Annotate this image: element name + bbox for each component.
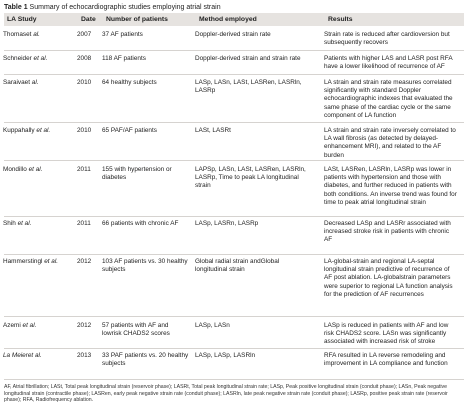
- patients-cell: 66 patients with chronic AF: [102, 220, 179, 227]
- patients-cell: 65 PAF/AF patients: [102, 127, 157, 134]
- study-etal: al.: [30, 79, 39, 86]
- results-cell: Patients with higher LAS and LASR post RFA have a lower likelihood of recurrence of AF: [324, 55, 453, 71]
- study-cell: [3, 166, 73, 174]
- patients-cell: 155 with hypertension or diabetes: [102, 166, 172, 182]
- row-divider: [4, 160, 464, 161]
- method-cell: Doppler-derived strain rate: [195, 31, 271, 38]
- study-etal: al.: [31, 31, 40, 38]
- study-cell: [3, 127, 73, 135]
- study-author: Mondillo: [3, 166, 27, 173]
- table-caption-text: Summary of echocardiographic studies employing atrial strain: [27, 4, 221, 11]
- study-etal: al.: [33, 352, 42, 359]
- date-cell: 2011: [77, 220, 91, 227]
- method-cell: LASp, LASn: [195, 322, 230, 329]
- row-divider: [4, 348, 464, 349]
- results-cell: LA strain and strain rate measures correlated significantly with standard Doppler echocardiographic indexes that evaluated the same phase of the cardiac cycle or the same component of LA function: [324, 79, 453, 119]
- date-cell: 2008: [77, 55, 92, 62]
- date-cell: 2013: [77, 352, 92, 359]
- study-etal: et al.: [34, 127, 51, 134]
- header-method-employed: Method employed: [199, 16, 257, 23]
- results-cell: Decreased LASp and LASRr associated with increased stroke risk in patients with chronic AF: [324, 220, 451, 244]
- method-cell: LASp, LASRn, LASRp: [195, 220, 259, 227]
- study-cell: [3, 322, 73, 330]
- study-author: Schneider: [3, 55, 32, 62]
- table-footnote: AF, Atrial fibrillation; LASt, Total peak longitudinal strain (reservoir phase); LASRt, Total peak longitudinal strain rate; LASp, Peak positive longitudinal strain (conduit phase); LASn, Peak negative longitudinal strain (contractile phase); LASRen, early peak negative strain rate (conduit phase); LASRln, late peak negative strain rate (conduit phase); LASRp, positive peak strain rate (reservoir phase); RFA, Radiofrequency ablation.: [4, 384, 448, 404]
- study-cell: [3, 220, 73, 228]
- row-divider: [4, 122, 464, 123]
- study-etal: et al.: [20, 322, 37, 329]
- study-cell: [3, 258, 73, 266]
- row-divider: [4, 216, 464, 217]
- date-cell: 2010: [77, 127, 92, 134]
- study-author: Hammerstingl: [3, 258, 43, 265]
- results-cell: LASp is reduced in patients with AF and low risk CHADS2 score. LASn was significantly associated with increased risk of stroke: [324, 322, 449, 346]
- date-cell: 2010: [77, 79, 92, 86]
- study-cell: [3, 31, 73, 39]
- results-cell: LA-global-strain and regional LA-septal longitudinal strain predictive of recurrence of AF post ablation. LA-globalstrain parameters were superior to regional LA function analysis for the prediction of AF recurrences: [324, 258, 453, 298]
- date-cell: 2011: [77, 166, 91, 173]
- row-divider: [4, 254, 464, 255]
- date-cell: 2012: [77, 322, 92, 329]
- study-cell: [3, 79, 73, 87]
- method-cell: Global radial strain andGlobal longitudinal strain: [195, 258, 280, 274]
- study-author: Kuppahally: [3, 127, 35, 134]
- row-divider: [4, 74, 464, 75]
- method-cell: LASp, LASn, LASt, LASRen, LASRln, LASRp: [195, 79, 302, 95]
- patients-cell: 103 AF patients vs. 30 healthy subjects: [102, 258, 188, 274]
- study-author: Saraivaet: [3, 79, 30, 86]
- study-author: Azemi: [3, 322, 21, 329]
- row-divider: [4, 316, 464, 317]
- table-caption: [4, 3, 221, 12]
- table-label: Table 1: [4, 4, 28, 11]
- study-etal: et al.: [15, 220, 32, 227]
- table-bottom-rule: [4, 379, 464, 380]
- results-cell: LA strain and strain rate inversely correlated to LA wall fibrosis (as detected by delayed-enhancement MRI), and related to the AF burden: [324, 127, 456, 159]
- method-cell: LASt, LASRt: [195, 127, 231, 134]
- results-cell: Strain rate is reduced after cardioversion but subsequently recovers: [324, 31, 450, 47]
- header-la-study: LA Study: [7, 16, 37, 23]
- study-etal: et al.: [31, 55, 48, 62]
- method-cell: LASp, LASp, LASRln: [195, 352, 256, 359]
- study-etal: et al.: [42, 258, 59, 265]
- study-author: Thomaset: [3, 31, 32, 38]
- date-cell: 2007: [77, 31, 92, 38]
- patients-cell: 57 patients with AF and lowrisk CHADS2 scores: [102, 322, 170, 338]
- patients-cell: 64 healthy subjects: [102, 79, 157, 86]
- results-cell: RFA resulted in LA reverse remodeling and improvement in LA compliance and function: [324, 352, 448, 368]
- patients-cell: 37 AF patients: [102, 31, 143, 38]
- patients-cell: 33 PAF patients vs. 20 healthy subjects: [102, 352, 189, 368]
- table-header: [4, 13, 464, 26]
- study-author: Shih: [3, 220, 16, 227]
- header-number-of-patients: Number of patients: [106, 16, 168, 23]
- study-author: La Meieret: [3, 352, 34, 359]
- study-cell: [3, 352, 73, 360]
- header-results: Results: [328, 16, 353, 23]
- study-etal: et al.: [26, 166, 43, 173]
- study-cell: [3, 55, 73, 63]
- results-cell: LASt, LASRen, LASRln, LASRp was lower in patients with hypertension and those with diabetes, and further reduced in patients with both conditions. An inverse trend was found for time to peak atrial longitudinal strain: [324, 166, 457, 206]
- row-divider: [4, 50, 464, 51]
- method-cell: LAPSp, LASn, LASt, LASRen, LASRln, LASRp, Time to peak LA longitudinal strain: [195, 166, 306, 190]
- date-cell: 2012: [77, 258, 92, 265]
- method-cell: Doppler-derived strain and strain rate: [195, 55, 301, 62]
- header-date: Date: [81, 16, 96, 23]
- patients-cell: 118 AF patients: [102, 55, 146, 62]
